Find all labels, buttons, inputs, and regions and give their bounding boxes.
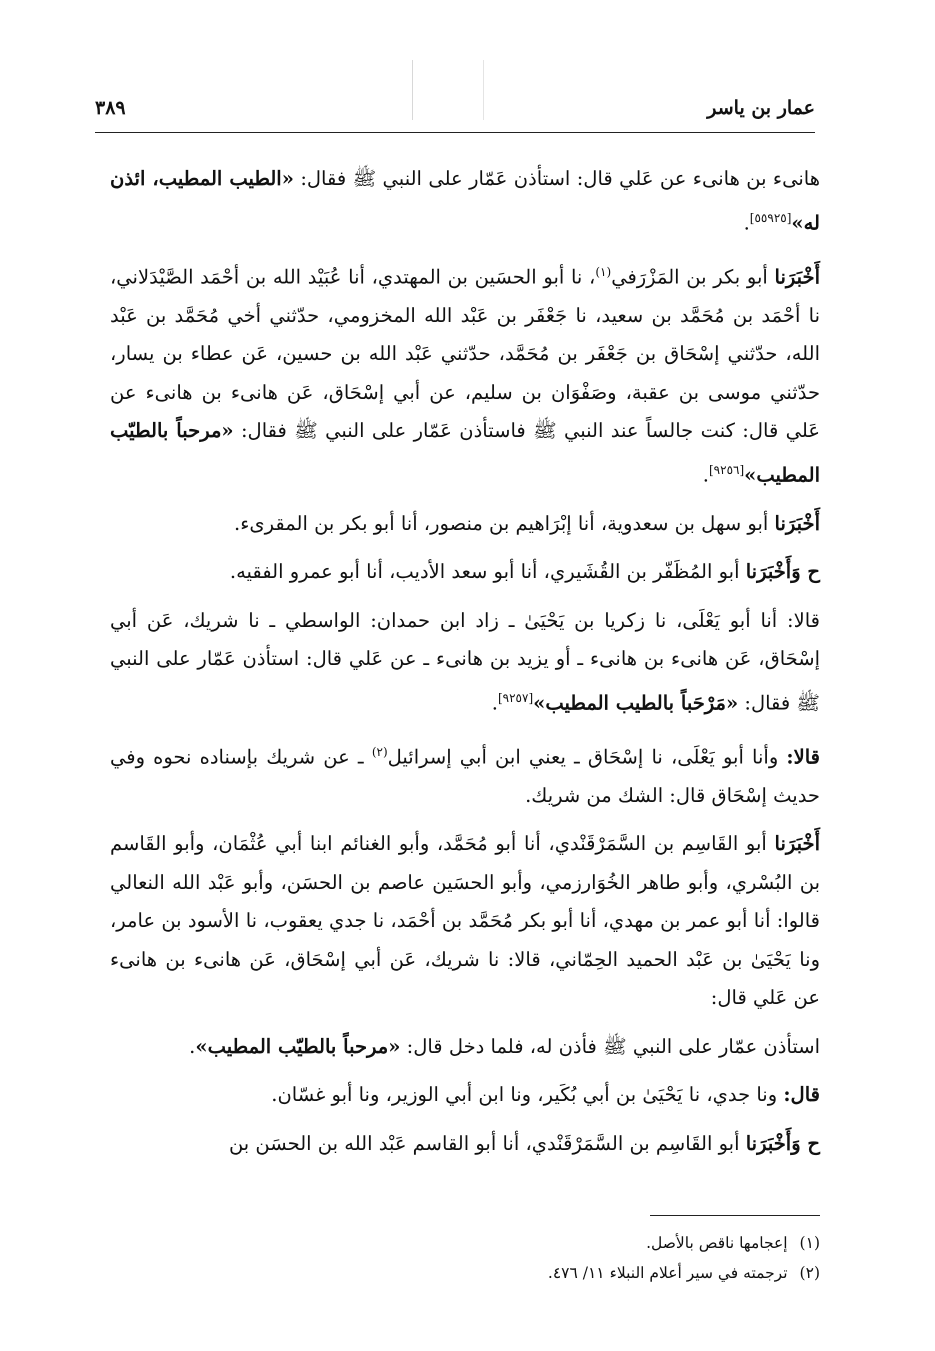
footnote-number: (٢) [799,1264,820,1282]
isnad-lead-word: أَخْبَرَنا [774,511,820,535]
footnotes [400,1228,820,1288]
running-title: عمار بن ياسر [707,97,815,119]
paragraph-text: . [491,691,498,714]
hadith-text: «مرحباً بالطيّب المطيب» [195,1034,401,1058]
paragraph-text: أبو القَاسِم بن السَّمَرْقَنْدي، أنا أبو القاسم عَبْد الله بن الحسَن بن [228,1131,746,1155]
page-header [95,92,815,124]
paragraph-text: وأنا أبو يَعْلَى، نا إسْحَاق ـ يعني ابن أبي إسرائيل [387,745,787,768]
hadith-number: [٩٢٥٧] [497,690,534,705]
footnote-number: (١) [799,1234,820,1252]
footnote-rule [650,1215,820,1216]
paragraph [110,253,820,495]
footnote [400,1228,820,1258]
paragraph-text: استأذن عمّار على النبي ﷺ فأذن له، فلما دخل قال: [400,1034,820,1058]
paragraph-text: ونا جدي، نا يَحْيَىٰ بن أبي بُكَير، ونا ابن أبي الوزير، ونا أبو غسّان. [271,1083,784,1106]
main-text [110,160,820,1173]
paragraph-text: ، نا أبو الحسَين بن المهتدي، أنا عُبَيْد الله بن أحْمَد الصَّيْدَلاني، نا أحْمَد بن مُحَمَّد بن سعيد، نا جَعْفَر بن عَبْد الله المخزومي، حدّثني أخي مُحَمَّد بن عَبْد الله، حدّثني إسْحَاق بن جَعْفَر بن مُحَمَّد، حدّثني عَبْد الله بن حسين، عَن عطاء بن يسار، حدّثني موسى بن عقبة، وصَفْوَان بن سليم، عن أبي إسْحَاق، عَن هانىء بن هانىء عن عَلي قال: كنت جالساً عند النبي ﷺ فاستأذن عَمّار على النبي ﷺ فقال: [110,265,820,442]
paragraph [110,160,820,243]
paragraph-text: قالا: أنا أبو يَعْلَى، نا زكريا بن يَحْيَىٰ ـ زاد ابن حمدان: الواسطي ـ نا شريك، عَن أبي إسْحَاق، عَن هانىء بن هانىء ـ أو يزيد بن هانىء ـ عن عَلي قال: استأذن عَمّار على النبي ﷺ فقال: [110,608,820,714]
isnad-lead-word: أَخْبَرَنا [774,265,820,288]
paragraph-text: أبو بكر بن المَزْرَفي [611,265,775,288]
page-number: ٣٨٩ [95,97,126,119]
paragraph [110,1076,820,1115]
hadith-number: [٥٥٩٢٥] [749,210,792,225]
hadith-text: «مَرْحَباً بالطيب المطيب» [533,691,739,714]
isnad-lead-word: ح وَأَخْبَرَنا [745,1131,820,1155]
paragraph [110,602,820,723]
paragraph [110,825,820,1018]
paragraph-text: أبو القَاسِم بن السَّمَرْقَنْدي، أنا أبو مُحَمَّد، وأبو الغنائم ابنا أبي عُثْمَان، وأبو القَاسم بن البُسْري، وأبو طاهر الخُوَارزمي، وأبو الحسَين عاصم بن الحسَن، وأبو عَبْد الله النعالي قالوا: أنا أبو عمر بن مهدي، أنا أبو بكر مُحَمَّد بن أحْمَد، نا جدي يعقوب، نا الأسود بن عامر، ونا يَحْيَىٰ بن عَبْد الحميد الحِمّاني، قالا: نا شريك، عَن أبي إسْحَاق، عَن هانىء بن هانىء عن عَلي قال: [110,832,820,1009]
header-rule [95,132,815,133]
hadith-number: [٩٢٥٦] [708,462,745,477]
isnad-lead-word: قالا: [786,745,820,768]
paragraph [110,505,820,544]
paragraph-text: . [743,211,750,234]
footnote-marker: (٢) [371,744,388,759]
isnad-lead-word: ح وَأَخْبَرَنا [745,560,820,583]
paragraph-text: ـ عن شريك بإسناده نحوه وفي حديث إسْحَاق قال: الشك من شريك. [110,745,820,807]
footnote [400,1258,820,1288]
isnad-lead-word: أَخْبَرَنا [774,832,820,855]
footnote-text: إعجامها ناقص بالأصل. [646,1234,788,1252]
paragraph-text: أبو سهل بن سعدوية، أنا إبْرَاهيم بن منصور، أنا أبو بكر بن المقرىء. [234,511,775,535]
paragraph [110,1028,820,1067]
isnad-lead-word: قال: [783,1083,820,1106]
paragraph [110,1125,820,1164]
paragraph-text: هانىء بن هانىء عن عَلي قال: استأذن عَمّار على النبي ﷺ فقال: [293,167,820,190]
footnote-text: ترجمته في سير أعلام النبلاء ١١/ ٤٧٦. [547,1264,788,1282]
paragraph-text: . [702,463,709,486]
paragraph [110,733,820,816]
paragraph-text: . [189,1034,196,1058]
footnote-marker: (١) [595,264,612,279]
paragraph-text: أبو المُظَفّر بن القُشَيري، أنا أبو سعد الأديب، أنا أبو عمرو الفقيه. [229,560,746,583]
paragraph [110,553,820,592]
hadith-text: «الطيب المطيب، ائذن له» [110,167,820,234]
hadith-text: «مرحباً بالطيّب المطيب» [110,419,820,486]
